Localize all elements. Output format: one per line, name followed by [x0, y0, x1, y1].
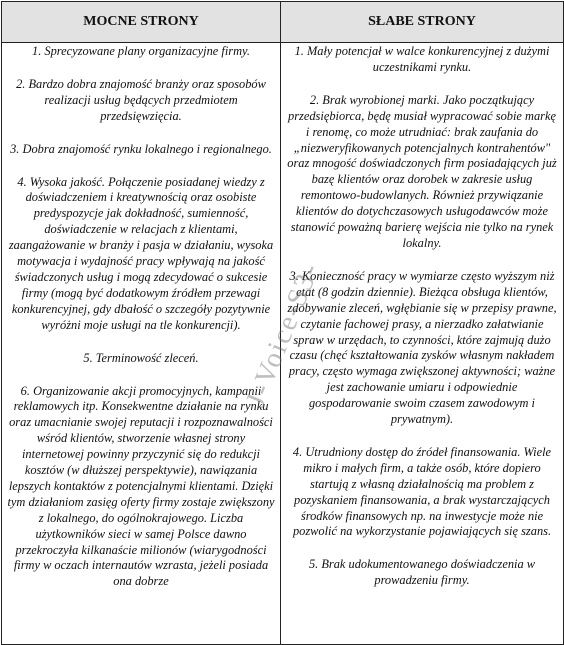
strength-item: 1. Sprecyzowane plany organizacyjne firmy.: [32, 44, 250, 58]
watermark: J-Voice-S3-: [240, 257, 327, 412]
swot-table-header: [2, 2, 564, 43]
strength-item: 3. Dobra znajomość rynku lokalnego i regionalnego.: [10, 141, 272, 156]
weaknesses-column: [281, 43, 564, 645]
strength-item: 6. Organizowanie akcji promocyjnych, kampanii reklamowych itp. Konsekwentne działanie na rynku oraz umacnianie swojej reputacji i rozpoznawalności wśród klientów, stworzenie własnej strony internetowej powinny przyczynić się do redukcji kosztów (w dłuższej perspektywie), nawiązania lepszych kontaktów z potencjalnymi klientami. Dzięki tym działaniom zasięg oferty firmy zostaje zwiększony z lokalnego, do ogólnokrajowego. Liczba użytkowników sieci w samej Polsce dawno przekroczyła kilkanaście milionów (wiarygodności firmy w oczach internautów wzrasta, jeżeli posiada ona dobrze: [7, 383, 275, 589]
strength-item: 2. Bardzo dobra znajomość branży oraz sposobów realizacji usług będących przedmiotem przedsięwzięcia.: [16, 76, 266, 123]
content-row: [2, 43, 564, 645]
weakness-item: 2. Brak wyrobionej marki. Jako początkujący przedsiębiorca, będę musiał wypracować sobie markę i renomę, co może utrudniać: brak zaufania do „niezweryfikowanych potencjalnych kontrahentów" oraz mnogość doświadczonych firm posiadających już bazę klientów oraz dorobek w zakresie usług remontowo-budowlanych. Również przywiązanie klientów do dotychczasowych usługodawców może stanowić poważną barierę wejścia nie tylko na rynek lokalny.: [287, 92, 557, 250]
strength-item: 5. Terminowość zleceń.: [83, 350, 199, 365]
strengths-column: [2, 43, 281, 645]
swot-table-body: [2, 43, 564, 645]
weakness-item: 4. Utrudniony dostęp do źródeł finansowania. Wiele mikro i małych firm, a także osób, które dopiero startują z własną działalnością ma problem z pozyskaniem finansowania, a brak wystarczających środków finansowych np. na inwestycje może nie pozwolić na wykorzystanie pojawiających się szans.: [292, 444, 552, 539]
header-row: [2, 2, 564, 43]
weakness-item: 3. Konieczność pracy w wymiarze często wyższym niż etat (8 godzin dziennie). Bieżąca obsługa klientów, zdobywanie zleceń, wgłębianie się w przepisy prawne, czytanie fachowej prasy, a nierzadko załatwianie spraw w urzędach, to czynności, które zajmują dużo czasu (chęć kształtowania zysków własnym nakładem pracy, często wymaga zwiększonej aktywności; ważne jest zachowanie umiaru i odpowiednie gospodarowanie swoim czasem zawodowym i prywatnym).: [287, 268, 557, 427]
strengths-header: MOCNE STRONY: [2, 2, 281, 43]
strength-item: 4. Wysoka jakość. Połączenie posiadanej wiedzy z doświadczeniem i kreatywnością oraz osobiste predyspozycje jak dokładność, sumienność, doświadczenie w relacjach z klientami, zaangażowanie w branży i pasja w działaniu, wysoka motywacja i wydajność pracy wpływają na jakość świadczonych usług i mogą zdecydować o sukcesie firmy (mogą być dodatkowym źródłem przewagi konkurencyjnej, gdy dbałość o szczegóły pozytywnie wyróżni moje usługi na tle konkurencji).: [8, 174, 274, 332]
weakness-item: 5. Brak udokumentowanego doświadczenia w prowadzeniu firmy.: [308, 557, 536, 588]
weaknesses-header: SŁABE STRONY: [281, 2, 564, 43]
weakness-item: 1. Mały potencjał w walce konkurencyjnej z dużymi uczestnikami rynku.: [294, 44, 550, 74]
swot-table: [1, 1, 564, 645]
